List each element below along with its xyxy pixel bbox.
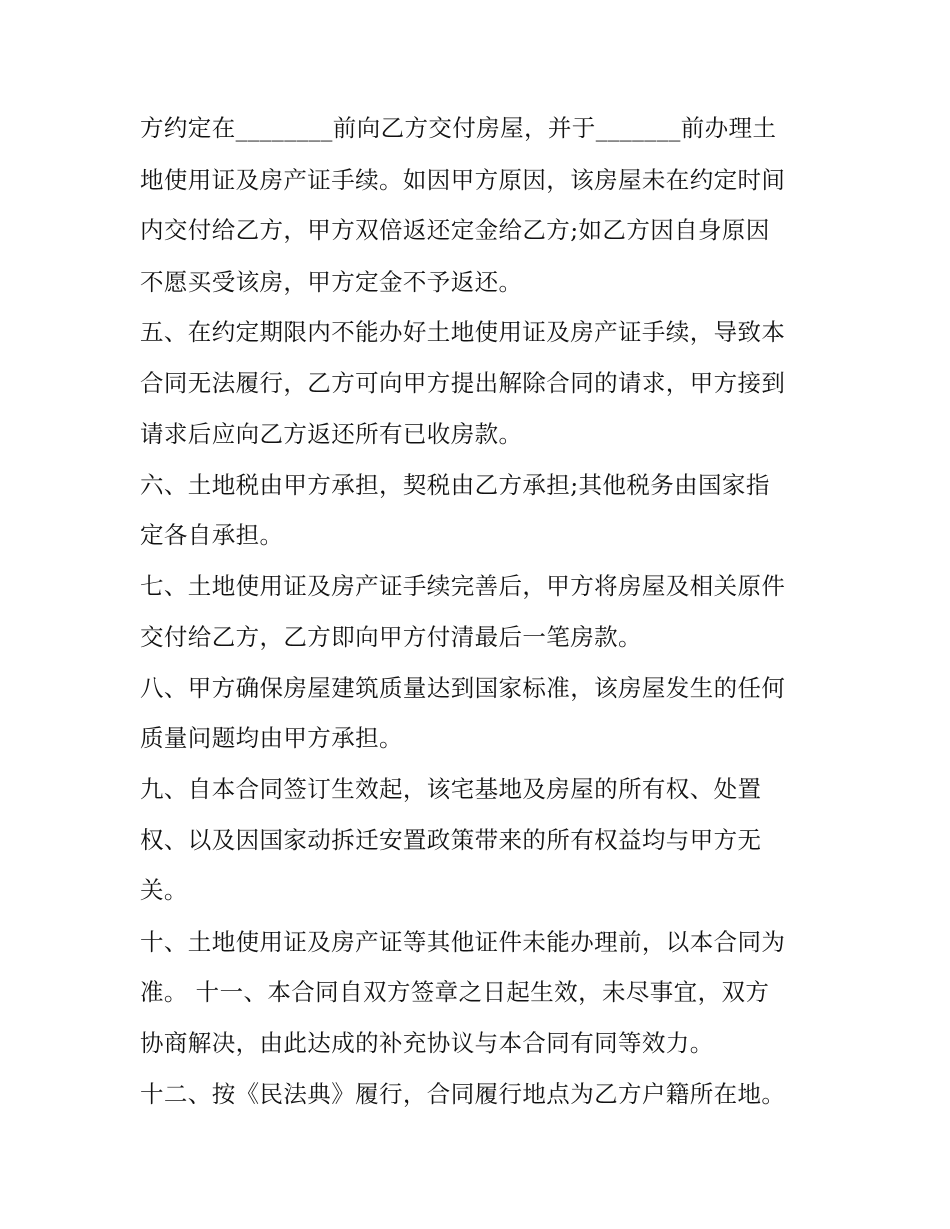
text-line: 关。	[140, 876, 188, 904]
text-line: 协商解决，由此达成的补充协议与本合同有同等效力。	[140, 1029, 714, 1057]
clause-8: 八、甲方确保房屋建筑质量达到国家标准，该房屋发生的任何	[140, 674, 786, 702]
text-line: 内交付给乙方，甲方双倍返还定金给乙方;如乙方因自身原因	[140, 216, 770, 244]
text-line: 请求后应向乙方返还所有已收房款。	[140, 420, 523, 448]
clause-11: 准。 十一、本合同自双方签章之日起生效，未尽事宜，双方	[140, 978, 770, 1006]
text-line: 交付给乙方，乙方即向甲方付清最后一笔房款。	[140, 623, 642, 651]
clause-9: 九、自本合同签订生效起，该宅基地及房屋的所有权、处置	[140, 775, 762, 803]
clause-6: 六、土地税由甲方承担，契税由乙方承担;其他税务由国家指	[140, 471, 770, 499]
text-line: 地使用证及房产证手续。如因甲方原因，该房屋未在约定时间	[140, 166, 786, 194]
clause-7: 七、土地使用证及房产证手续完善后，甲方将房屋及相关原件	[140, 572, 786, 600]
text-line: 质量问题均由甲方承担。	[140, 724, 403, 752]
text-line: 合同无法履行，乙方可向甲方提出解除合同的请求，甲方接到	[140, 369, 786, 397]
clause-10: 十、土地使用证及房产证等其他证件未能办理前，以本合同为	[140, 928, 786, 956]
clause-12: 十二、按《民法典》履行，合同履行地点为乙方户籍所在地。	[140, 1080, 786, 1108]
text-line: 不愿买受该房，甲方定金不予返还。	[140, 268, 523, 296]
text-line: 权、以及因国家动拆迁安置政策带来的所有权益均与甲方无	[140, 826, 762, 854]
text-line: 方约定在________前向乙方交付房屋，并于_______前办理土	[140, 114, 777, 142]
clause-5: 五、在约定期限内不能办好土地使用证及房产证手续，导致本	[140, 318, 786, 346]
text-line: 定各自承担。	[140, 521, 284, 549]
